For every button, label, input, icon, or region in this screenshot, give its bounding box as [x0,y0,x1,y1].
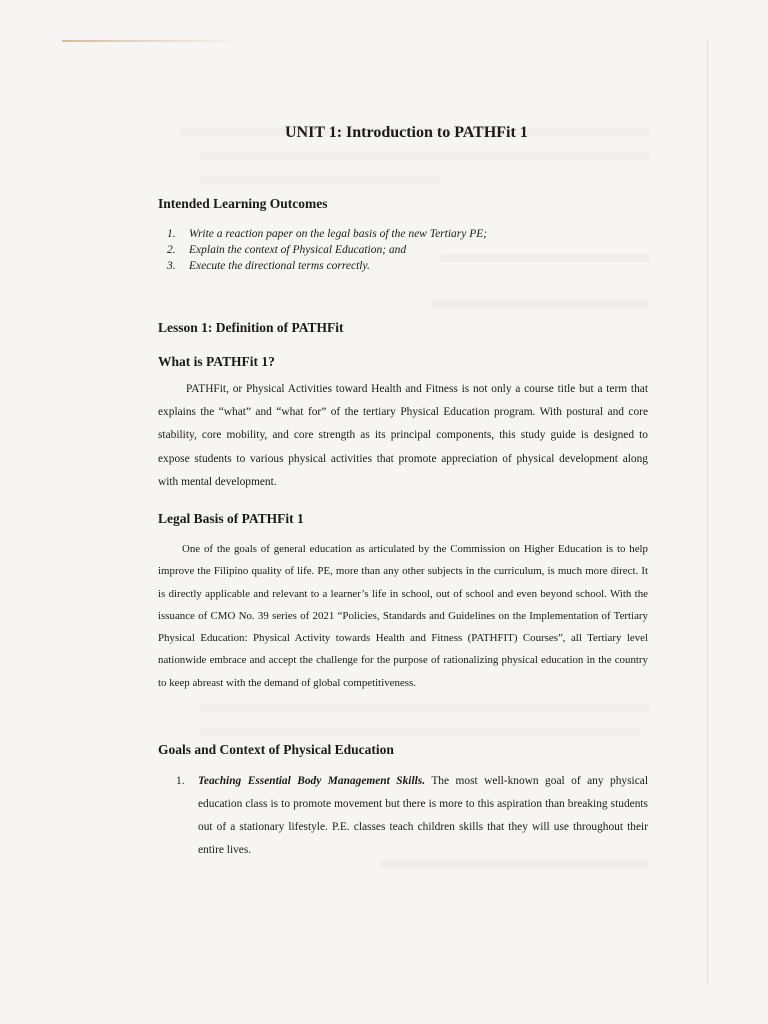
bleed-through [200,704,650,712]
goal-text: The most well-known goal of any physical education class is to promote movement but there is more to this aspiration than breaking students out of a stationary lifestyle. P.E. classes teach children skills that they will use throughout their entire lives. [198,775,648,856]
bleed-through [430,300,650,308]
outcomes-heading: Intended Learning Outcomes [158,196,328,211]
legal-basis-heading: Legal Basis of PATHFit 1 [158,511,304,526]
outcomes-list [158,226,487,274]
what-is-paragraph: PATHFit, or Physical Activities toward Health and Fitness is not only a course title but a term that explains the “what” and “what for” of the tertiary Physical Education program. With postural and core stability, core mobility, and core strength as its principal components, this study guide is designed to expose students to various physical activities that promote appreciation of physical development along with mental development. [158,383,648,488]
scan-edge-shadow [707,40,708,984]
bleed-through [200,728,640,736]
lesson-heading: Lesson 1: Definition of PATHFit [158,320,344,335]
list-item: 3. Execute the directional terms correctly. [167,260,370,272]
goals-heading: Goals and Context of Physical Education [158,742,394,757]
what-is-heading: What is PATHFit 1? [158,354,275,369]
bleed-through [200,152,650,160]
list-item: 1. Write a reaction paper on the legal basis of the new Tertiary PE; [167,228,488,240]
unit-title: UNIT 1: Introduction to PATHFit 1 [285,124,528,141]
goal-number: 1. [176,775,185,787]
goal-item [176,770,648,862]
bleed-through [200,176,440,184]
scan-edge-mark [62,40,242,42]
legal-basis-paragraph: One of the goals of general education as articulated by the Commission on Higher Education is to help improve the Filipino quality of life. PE, more than any other subjects in the curriculum, is much more direct. It is directly applicable and relevant to a learner’s life in school, out of school and even beyond school. With the issuance of CMO No. 39 series of 2021 “Policies, Standards and Guidelines on the Implementation of Tertiary Physical Education: Physical Activity towards Health and Fitness (PATHFIT) Courses”, all Tertiary level nationwide embrace and accept the challenge for the purpose of rationalizing physical education in the country to keep abreast with the demand of global competitiveness. [158,543,648,689]
goal-lead: Teaching Essential Body Management Skills. [198,775,426,787]
list-item: 2. Explain the context of Physical Education; and [167,244,407,256]
